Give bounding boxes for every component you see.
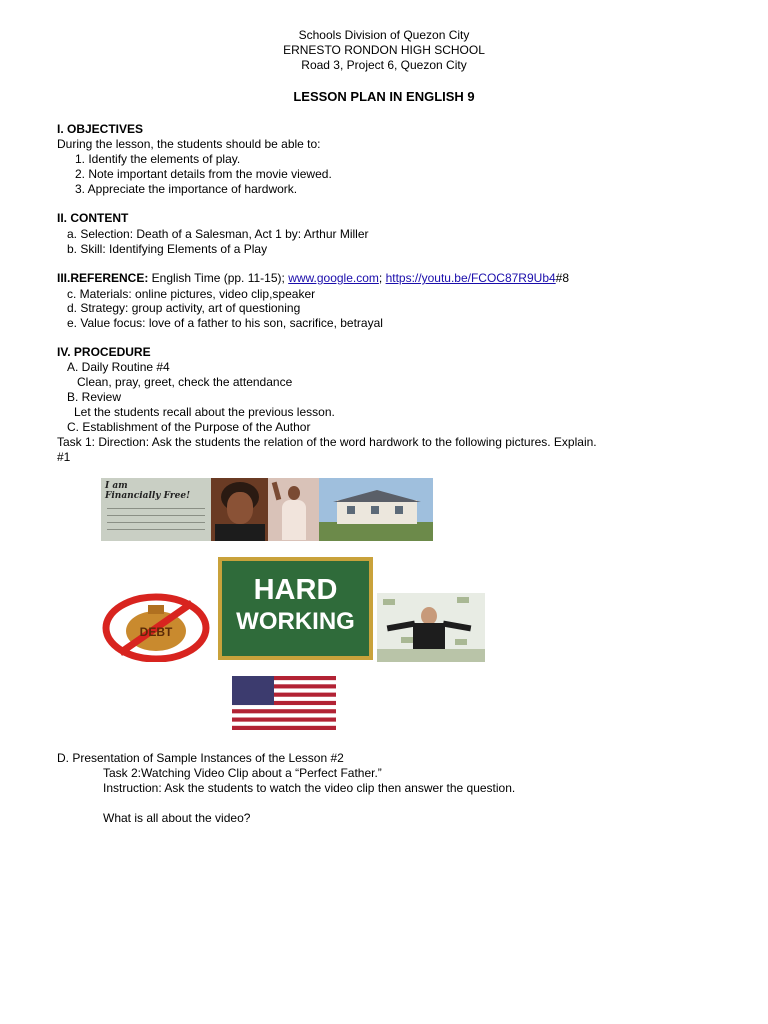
procedure-b-text: Let the students recall about the previous lesson. — [74, 405, 335, 419]
presentation-heading: D. Presentation of Sample Instances of the Lesson #2 — [57, 751, 344, 765]
school-name: ERNESTO RONDON HIGH SCHOOL — [283, 43, 485, 57]
debt-label: DEBT — [139, 625, 173, 639]
note-text: I am — [105, 481, 128, 491]
objective-item: 3. Appreciate the importance of hardwork. — [75, 182, 298, 196]
instruction-text: Instruction: Ask the students to watch the video clip then answer the question. — [103, 781, 516, 795]
procedure-heading: IV. PROCEDURE — [57, 345, 151, 359]
task1-number: #1 — [57, 450, 71, 464]
no-debt-image — [100, 593, 212, 662]
reference-item: e. Value focus: love of a father to his son, sacrifice, betrayal — [67, 316, 383, 330]
procedure-b-label: B. Review — [67, 390, 122, 404]
objective-item: 2. Note important details from the movie viewed. — [75, 167, 332, 181]
youtube-link[interactable]: https://youtu.be/FCOC87R9Ub4 — [385, 271, 556, 285]
procedure-a-label: A. Daily Routine #4 — [67, 360, 170, 374]
reference-item: d. Strategy: group activity, art of questioning — [67, 301, 301, 315]
google-link[interactable]: www.google.com — [288, 271, 379, 285]
division-name: Schools Division of Quezon City — [298, 28, 470, 42]
page-title: LESSON PLAN IN ENGLISH 9 — [293, 89, 475, 104]
task1-direction: Task 1: Direction: Ask the students the relation of the word hardwork to the following pictures. Explain. — [57, 435, 597, 449]
hard-working-chalkboard-image — [218, 557, 373, 660]
flag-graphic — [232, 676, 336, 730]
objectives-heading: I. OBJECTIVES — [57, 122, 144, 136]
house-image — [319, 478, 433, 541]
content-item: b. Skill: Identifying Elements of a Play — [67, 242, 268, 256]
woman-waving-image — [268, 478, 319, 541]
board-text: HARD — [253, 574, 338, 606]
objective-item: 1. Identify the elements of play. — [75, 152, 241, 166]
financially-free-note-image — [101, 478, 211, 541]
reference-separator: ; — [378, 271, 386, 285]
note-text: Financially — [105, 491, 161, 501]
note-text: Free! — [163, 491, 191, 501]
board-text: WORKING — [236, 608, 355, 635]
reference-line — [57, 271, 569, 286]
reference-text: English Time (pp. 11-15); — [148, 271, 289, 285]
question-text: What is all about the video? — [103, 811, 251, 825]
objectives-intro: During the lesson, the students should be able to: — [57, 137, 321, 151]
content-heading: II. CONTENT — [57, 211, 129, 225]
man-with-money-image — [377, 593, 485, 662]
reference-suffix: #8 — [555, 271, 570, 285]
reference-item: c. Materials: online pictures, video clip,speaker — [67, 287, 316, 301]
task2-text: Task 2:Watching Video Clip about a “Perfect Father.” — [103, 766, 382, 780]
woman-portrait-image — [211, 478, 268, 541]
us-flag-image — [232, 676, 336, 730]
content-item: a. Selection: Death of a Salesman, Act 1 by: Arthur Miller — [67, 227, 369, 241]
procedure-c-label: C. Establishment of the Purpose of the Author — [67, 420, 311, 434]
procedure-a-text: Clean, pray, greet, check the attendance — [77, 375, 293, 389]
school-address: Road 3, Project 6, Quezon City — [301, 58, 467, 72]
reference-heading: III.REFERENCE: — [57, 271, 149, 285]
